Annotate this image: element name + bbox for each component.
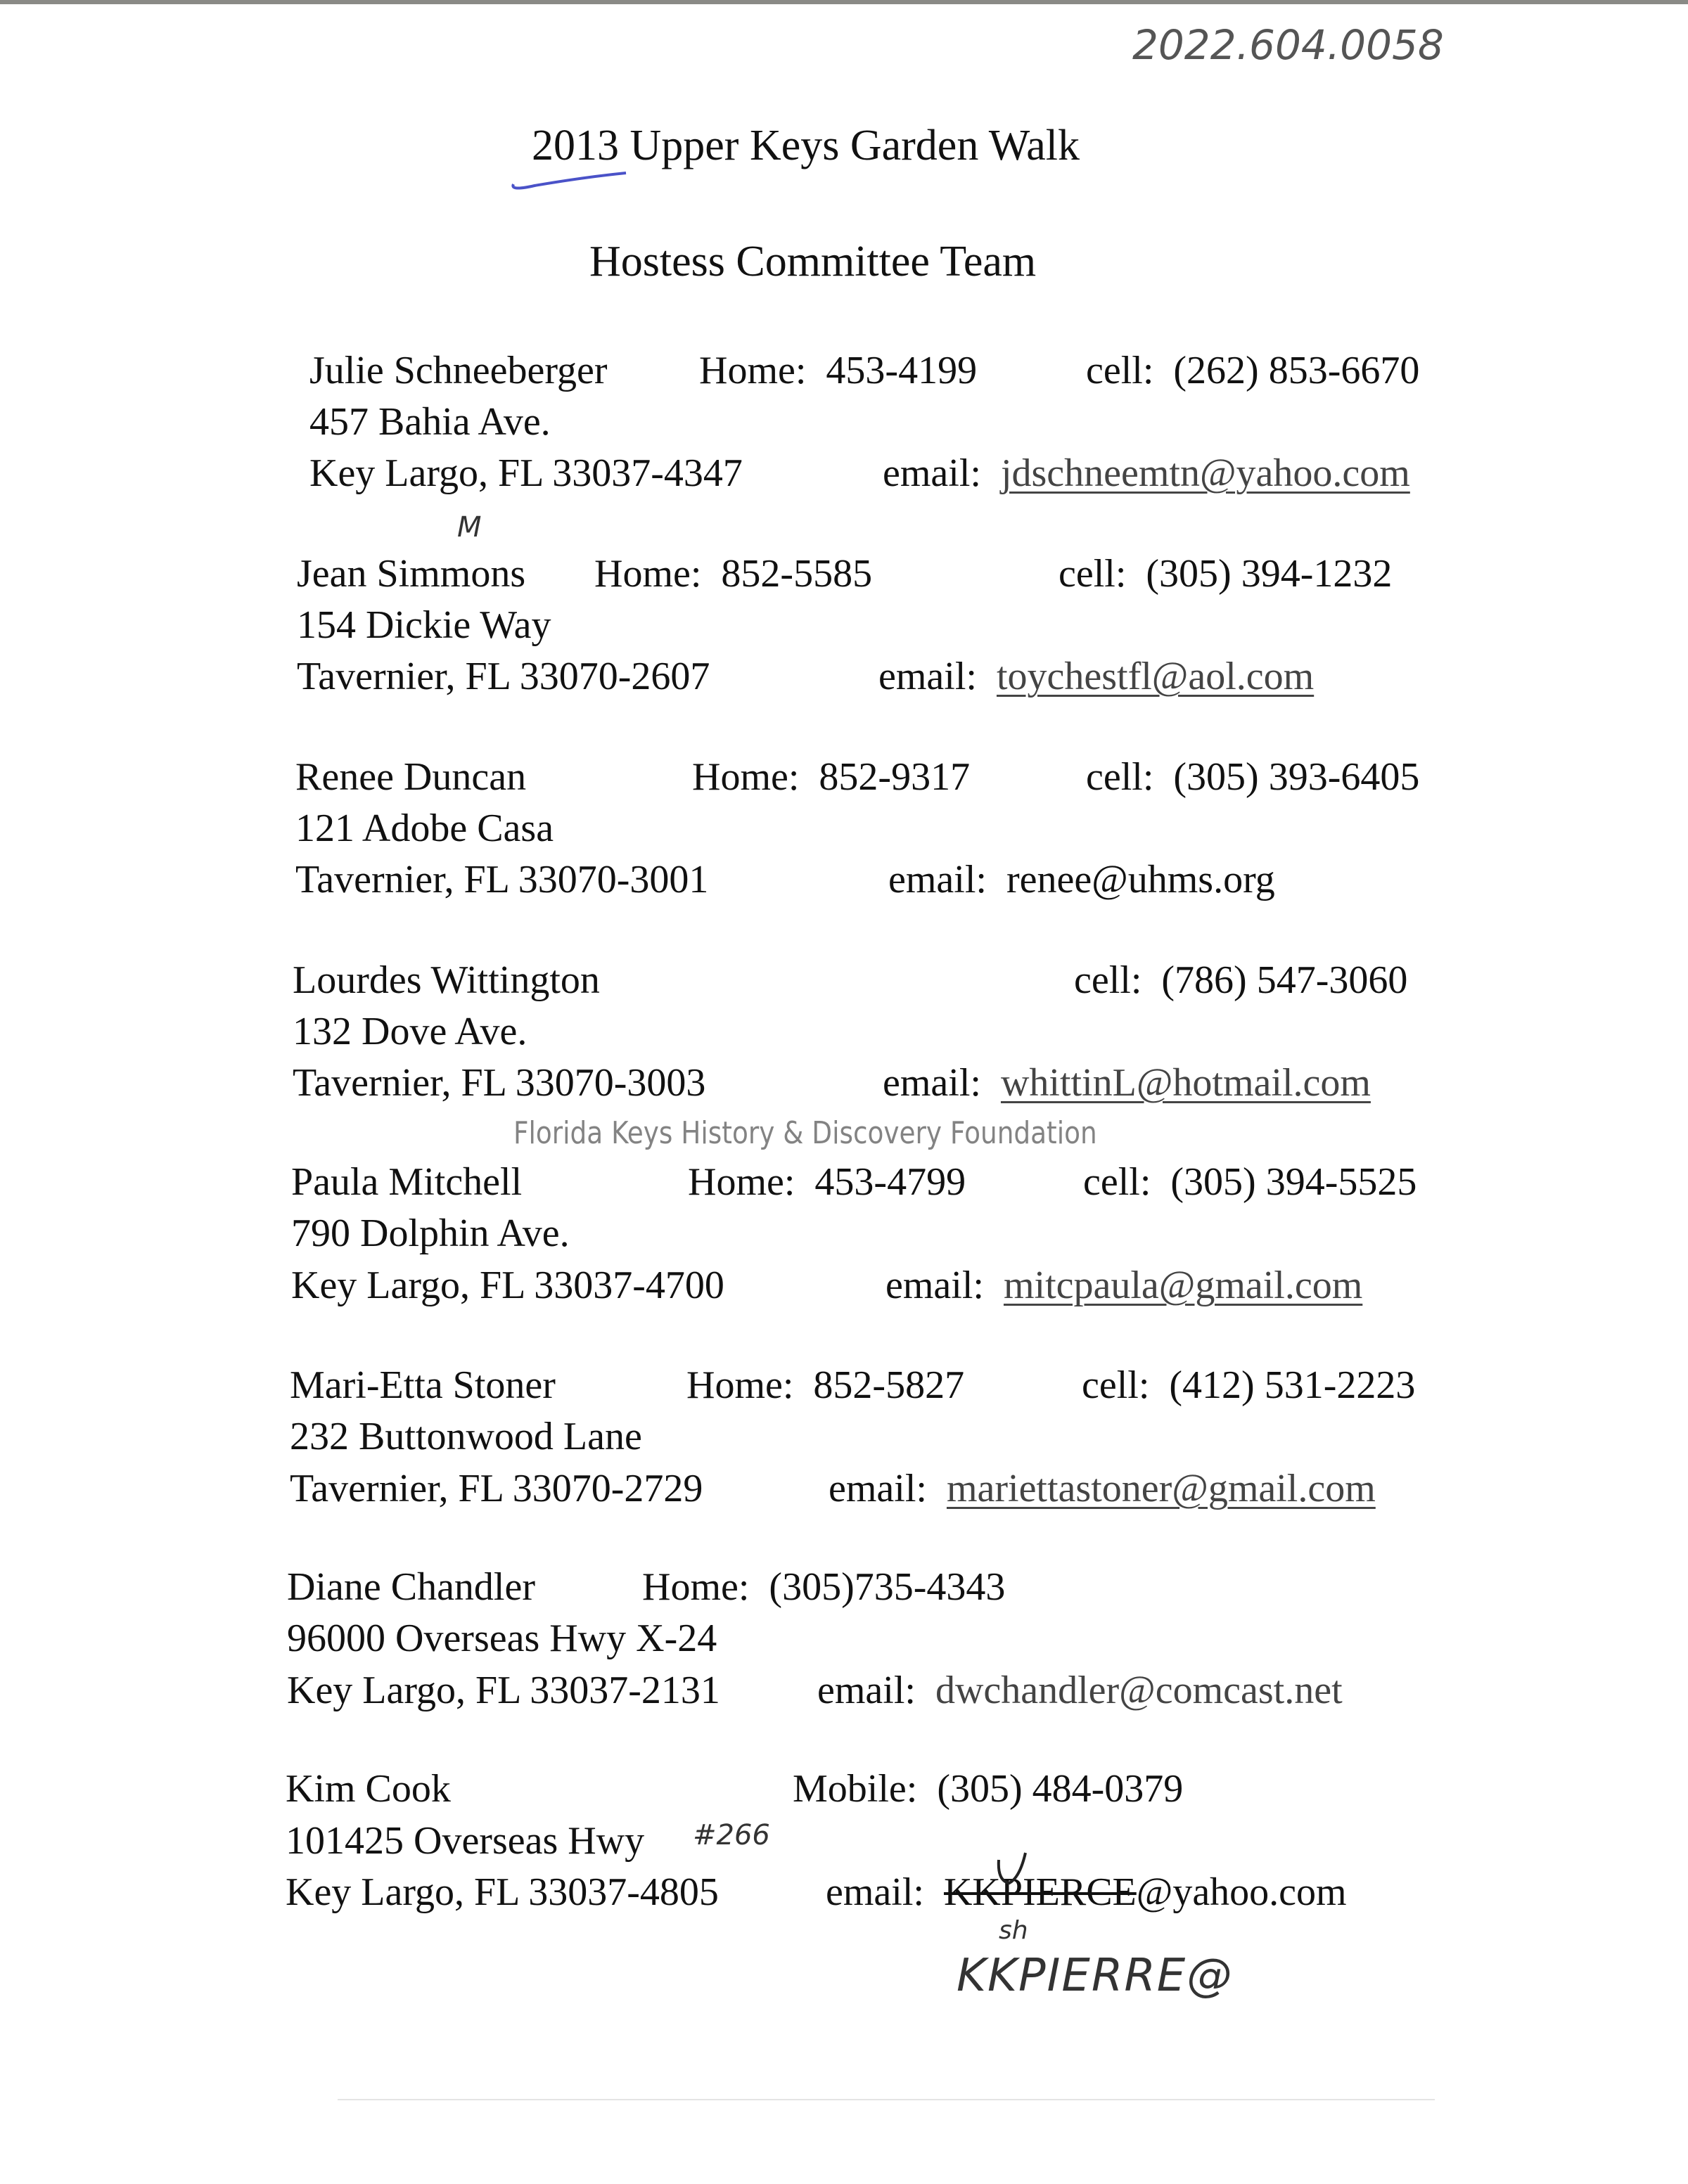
email-label: email: (826, 1870, 924, 1914)
home-phone (642, 1567, 1005, 1607)
cell-number: (305) 394-1232 (1146, 552, 1393, 596)
mobile-number: (305) 484-0379 (937, 1767, 1184, 1811)
home-number: 852-5827 (813, 1363, 965, 1407)
email-address: dwchandler@comcast.net (935, 1669, 1343, 1712)
email-address: renee@uhms.org (1006, 858, 1275, 901)
email-address[interactable]: mitcpaula@gmail.com (1003, 1264, 1363, 1307)
contact-name: Jean Simmons (297, 552, 526, 596)
home-phone (688, 1162, 966, 1202)
handwritten-underline-mark (506, 163, 633, 191)
city-state-zip: Key Largo, FL 33037-4805 (286, 1870, 719, 1914)
cell-phone (1083, 1162, 1417, 1202)
contact-name: Diane Chandler (287, 1565, 535, 1609)
handwritten-suite-number: #266 (693, 1819, 770, 1851)
email-address[interactable]: whittinL@hotmail.com (1000, 1061, 1371, 1105)
email-label: email: (883, 1061, 981, 1105)
cell-label: cell: (1082, 1363, 1150, 1407)
home-phone (699, 351, 977, 390)
cell-phone (1059, 552, 1393, 596)
cell-phone (1086, 351, 1419, 390)
email (817, 1671, 1343, 1710)
email-label: email: (888, 858, 987, 901)
city-state-zip: Key Largo, FL 33037-2131 (287, 1669, 720, 1712)
email-label: email: (885, 1264, 984, 1307)
watermark: Florida Keys History & Discovery Foundation (513, 1115, 1097, 1151)
city-state-zip: Tavernier, FL 33070-2729 (290, 1467, 703, 1510)
divider (338, 2099, 1435, 2100)
document-subtitle: Hostess Committee Team (589, 238, 1037, 285)
email (883, 1063, 1371, 1103)
handwritten-email-correction: KKPIERRE@ (957, 1950, 1234, 2002)
email-label: email: (829, 1467, 927, 1510)
accession-number: 2022.604.0058 (1132, 21, 1444, 69)
home-label: Home: (686, 1363, 794, 1407)
home-label: Home: (594, 552, 702, 596)
street-address: 232 Buttonwood Lane (290, 1415, 642, 1458)
mobile-phone (793, 1769, 1183, 1809)
city-state-zip: Key Largo, FL 33037-4700 (291, 1264, 724, 1307)
street-address: 121 Adobe Casa (295, 807, 554, 850)
cell-number: (305) 393-6405 (1173, 755, 1420, 799)
home-label: Home: (688, 1160, 795, 1204)
email (888, 860, 1275, 899)
email-address[interactable]: jdschneemtn@yahoo.com (1000, 451, 1410, 495)
cell-label: cell: (1086, 349, 1154, 392)
contact-name: Mari-Etta Stoner (290, 1363, 556, 1407)
home-number: 453-4199 (826, 349, 978, 392)
contact-name: Renee Duncan (295, 755, 527, 799)
email (829, 1469, 1376, 1508)
email (883, 451, 1410, 495)
home-number: 453-4799 (814, 1160, 966, 1204)
email-address[interactable]: toychestfl@aol.com (996, 655, 1315, 698)
cell-phone (1074, 958, 1408, 1002)
home-label: Home: (699, 349, 807, 392)
street-address: 154 Dickie Way (297, 603, 551, 647)
contact-name: Paula Mitchell (291, 1160, 523, 1204)
street-address: 96000 Overseas Hwy X-24 (287, 1617, 717, 1660)
contact-name: Kim Cook (286, 1767, 451, 1811)
cell-number: (262) 853-6670 (1173, 349, 1420, 392)
email-domain: @yahoo.com (1136, 1870, 1347, 1914)
street-address: 132 Dove Ave. (293, 1010, 528, 1053)
home-label: Home: (692, 755, 800, 799)
handwritten-caret-mark (992, 1849, 1034, 1891)
email (878, 657, 1314, 696)
handwritten-insert: sh (999, 1916, 1028, 1945)
email (826, 1870, 1347, 1914)
cell-number: (786) 547-3060 (1161, 958, 1408, 1002)
scan-edge (0, 0, 1688, 4)
email (885, 1266, 1362, 1305)
contact-name: Julie Schneeberger (309, 349, 608, 392)
cell-phone (1086, 757, 1419, 797)
home-number: 852-5585 (721, 552, 873, 596)
home-number: (305)735-4343 (769, 1565, 1006, 1609)
cell-label: cell: (1083, 1160, 1151, 1204)
email-label: email: (817, 1669, 916, 1712)
home-phone (594, 552, 873, 596)
email-label: email: (883, 451, 981, 495)
home-phone (686, 1363, 965, 1407)
cell-label: cell: (1059, 552, 1127, 596)
home-number: 852-9317 (819, 755, 971, 799)
street-address: 790 Dolphin Ave. (291, 1212, 570, 1255)
email-struck-text: KKPIERCE (943, 1870, 1137, 1914)
contact-name: Lourdes Wittington (293, 958, 600, 1002)
mobile-label: Mobile: (793, 1767, 918, 1811)
cell-label: cell: (1074, 958, 1142, 1002)
cell-number: (305) 394-5525 (1170, 1160, 1417, 1204)
city-state-zip: Tavernier, FL 33070-3001 (295, 858, 709, 901)
cell-number: (412) 531-2223 (1169, 1363, 1416, 1407)
home-label: Home: (642, 1565, 750, 1609)
city-state-zip: Tavernier, FL 33070-3003 (293, 1061, 706, 1105)
street-address: 101425 Overseas Hwy (286, 1819, 645, 1863)
handwritten-correction: M (457, 511, 482, 544)
city-state-zip: Tavernier, FL 33070-2607 (297, 655, 710, 698)
document-title: 2013 Upper Keys Garden Walk (532, 122, 1080, 169)
cell-phone (1082, 1363, 1416, 1407)
cell-label: cell: (1086, 755, 1154, 799)
street-address: 457 Bahia Ave. (309, 400, 551, 444)
email-address[interactable]: mariettastoner@gmail.com (946, 1467, 1376, 1510)
email-label: email: (878, 655, 977, 698)
city-state-zip: Key Largo, FL 33037-4347 (309, 451, 743, 495)
home-phone (692, 757, 970, 797)
